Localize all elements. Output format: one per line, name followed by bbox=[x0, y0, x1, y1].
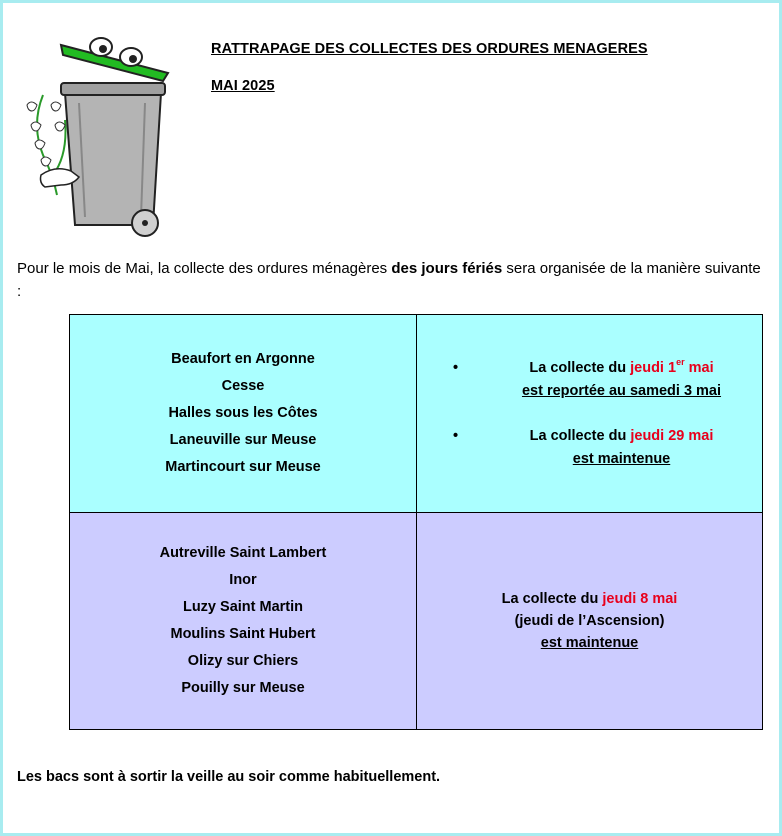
towns-cell bbox=[70, 315, 417, 513]
page-subtitle-month: MAI 2025 bbox=[211, 78, 275, 94]
town-name: Luzy Saint Martin bbox=[182, 599, 304, 615]
page-title: RATTRAPAGE DES COLLECTES DES ORDURES MENAGERES bbox=[211, 41, 648, 57]
intro-paragraph bbox=[17, 257, 769, 303]
town-name: Inor bbox=[229, 572, 257, 588]
list-item bbox=[417, 357, 762, 403]
holiday-date: jeudi 8 mai bbox=[602, 591, 678, 607]
holiday-day: jeudi 1 bbox=[630, 359, 677, 376]
holiday-date bbox=[630, 356, 714, 376]
collection-label: La collecte du bbox=[529, 427, 631, 444]
holiday-month: mai bbox=[684, 359, 714, 376]
holiday-note: (jeudi de l’Ascension) bbox=[514, 613, 665, 629]
town-name: Moulins Saint Hubert bbox=[170, 626, 316, 642]
collection-line bbox=[417, 588, 762, 610]
table-row bbox=[70, 315, 763, 513]
schedule-cell bbox=[417, 315, 763, 513]
collection-label: La collecte du bbox=[529, 359, 631, 376]
collection-table bbox=[69, 314, 763, 730]
town-name: Beaufort en Argonne bbox=[171, 351, 315, 367]
schedule-status: est maintenue bbox=[540, 635, 639, 651]
town-name: Laneuville sur Meuse bbox=[169, 432, 317, 448]
footer-note: Les bacs sont à sortir la veille au soir comme habituellement. bbox=[17, 769, 441, 785]
town-name: Olizy sur Chiers bbox=[187, 653, 299, 669]
holiday-date: jeudi 29 mai bbox=[630, 427, 714, 444]
schedule-status: est maintenue bbox=[572, 450, 671, 467]
town-name: Autreville Saint Lambert bbox=[159, 545, 327, 561]
town-name: Pouilly sur Meuse bbox=[181, 680, 305, 696]
town-name: Halles sous les Côtes bbox=[168, 405, 318, 421]
intro-text-start: Pour le mois de Mai, la collecte des ordures ménagères bbox=[17, 260, 392, 277]
schedule-cell bbox=[417, 513, 763, 730]
town-name: Martincourt sur Meuse bbox=[165, 459, 321, 475]
trash-bin-mascot-icon bbox=[13, 25, 173, 240]
table-row bbox=[70, 513, 763, 730]
schedule-status: est reportée au samedi 3 mai bbox=[521, 382, 722, 399]
bullet-icon: • bbox=[453, 427, 459, 444]
towns-cell bbox=[70, 513, 417, 730]
town-name: Cesse bbox=[221, 378, 265, 394]
intro-text-bold: des jours fériés bbox=[391, 260, 503, 277]
collection-label: La collecte du bbox=[501, 591, 603, 607]
intro-text-end: sera organisée de la manière suivante : bbox=[17, 260, 761, 300]
list-item bbox=[417, 425, 762, 471]
bullet-icon: • bbox=[453, 359, 459, 376]
ordinal-suffix: er bbox=[676, 356, 685, 367]
